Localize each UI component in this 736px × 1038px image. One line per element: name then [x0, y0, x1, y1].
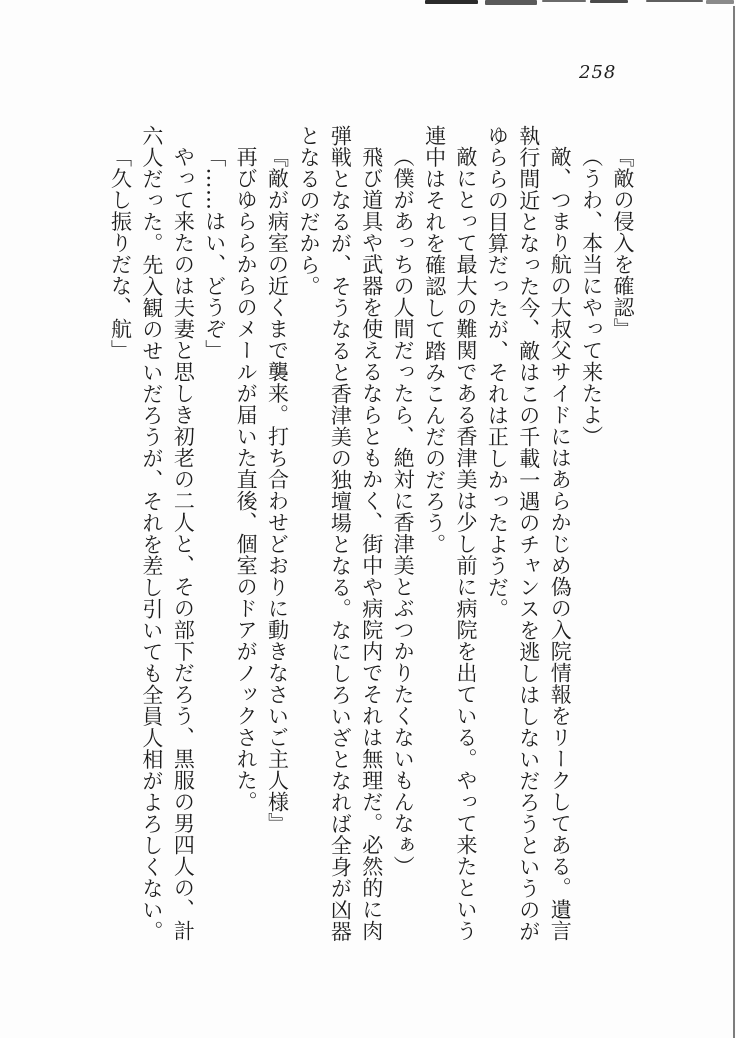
- scan-smudge-mark: [590, 0, 628, 3]
- paragraph-door-knock: 再びゆららからのメールが届いた直後、個室のドアがノックされた。: [234, 146, 259, 813]
- paragraph-reply-come-in: 「……はい、どうぞ」: [202, 146, 227, 361]
- paragraph-kazumi-left-hospital: 敵にとって最大の難関である香津美は少し前に病院を出ている。やって来たという連中はそれを確認して踏みこんだのだろう。: [422, 125, 478, 942]
- paragraph-six-visitors: やって来たのは夫妻と思しき初老の二人と、その部下だろう、黒服の男四人の、計六人だった。先入観のせいだろうが、それを差し引いても全員人相がよろしくない。: [139, 125, 196, 942]
- page-number: 258: [579, 62, 617, 83]
- paragraph-inner-monologue-kazumi: （僕があっちの人間だったら、絶対に香津美とぶつかりたくないもんなぁ）: [391, 146, 416, 877]
- scan-smudge-mark: [425, 0, 478, 4]
- paragraph-greeting-wataru: 「久し振りだな、航」: [108, 146, 133, 361]
- paragraph-inner-monologue-arrival: （うわ、本当にやって来たよ）: [579, 146, 604, 447]
- scan-smudge-mark: [542, 0, 586, 2]
- body-text: [104, 125, 638, 945]
- page-edge-scan-line: [733, 6, 735, 1038]
- paragraph-intrusion-confirmed: 『敵の侵入を確認』: [611, 146, 635, 340]
- paragraph-hand-to-hand: 飛び道具や武器を使えるならともかく、街中や病院内でそれは無理だ。必然的に肉弾戦となるが、そうなると香津美の独壇場となる。なにしろいざとなれば全身が凶器となるのだから。: [296, 125, 384, 942]
- paragraph-enemy-leak-plan: 敵、つまり航の大叔父サイドにはあらかじめ偽の入院情報をリークしてある。遺言執行間近となった今、敵はこの千載一遇のチャンスを逃しはしないだろうというのがゆららの目算だったが、それは正しかったようだ。: [485, 125, 573, 942]
- scan-smudge-mark: [485, 0, 537, 5]
- paragraph-mail-warning: 『敵が病室の近くまで襲来。打ち合わせどおりに動きなさいご主人様』: [265, 146, 290, 834]
- scan-smudge-mark: [706, 0, 734, 4]
- scan-smudge-mark: [646, 0, 703, 2]
